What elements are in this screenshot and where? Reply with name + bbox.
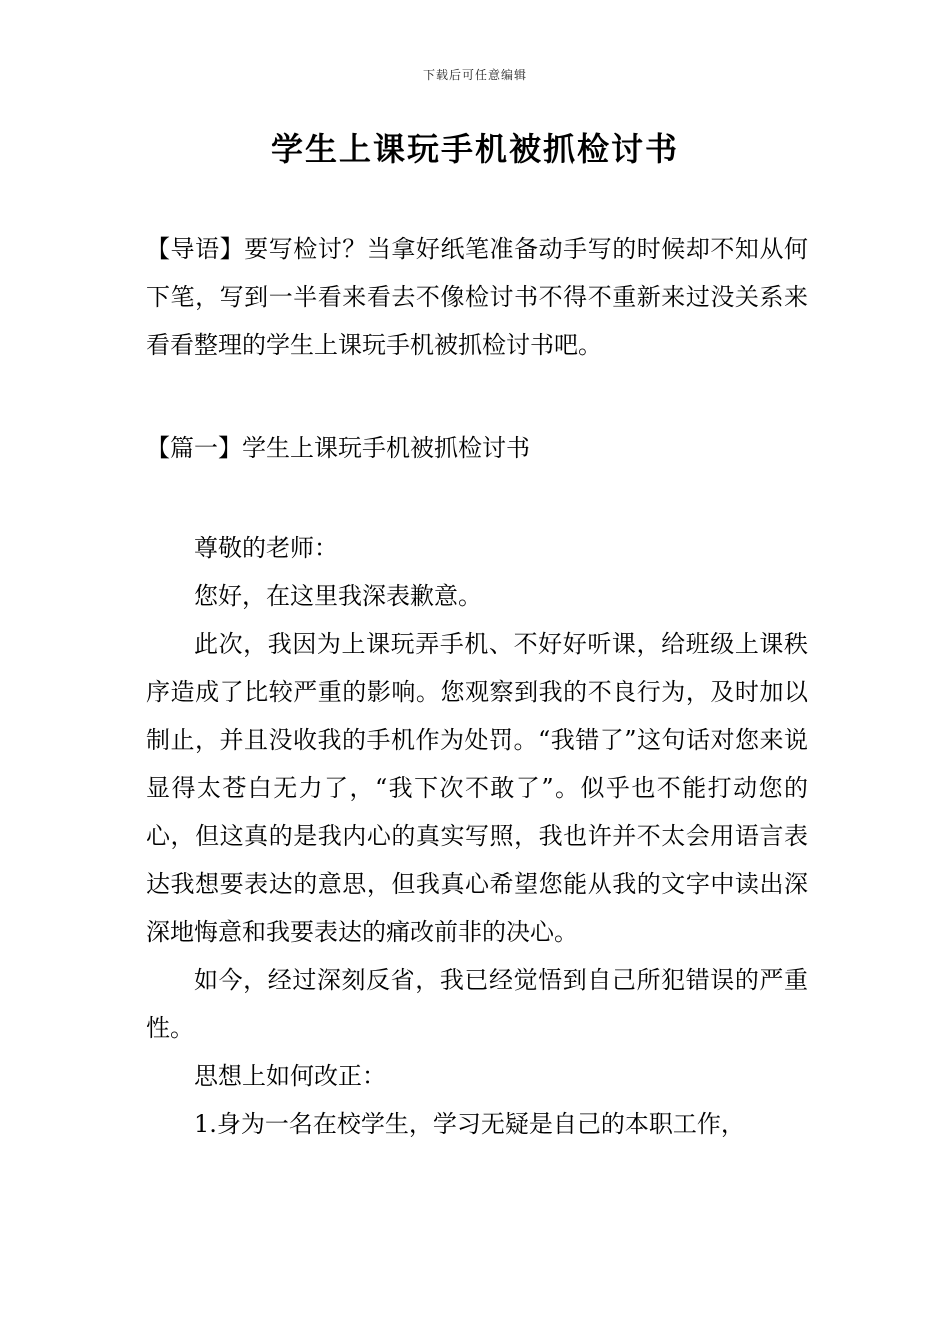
salutation: 尊敬的老师： — [194, 534, 338, 562]
list-item: 1.身为一名在校学生，学习无疑是自己的本职工作， — [194, 1110, 745, 1138]
intro-paragraph: 【导语】要写检讨？当拿好纸笔准备动手写的时候却不知从何下笔，写到一半看来看去不像检讨书不得不重新来过没关系来看看整理的学生上课玩手机被抓检讨书吧。 — [146, 235, 808, 359]
header-note: 下载后可任意编辑 — [422, 68, 527, 82]
section-heading: 【篇一】学生上课玩手机被抓检讨书 — [146, 434, 530, 462]
body-paragraph: 如今，经过深刻反省，我已经觉悟到自己所犯错误的严重性。 — [146, 966, 808, 1042]
letter-body — [146, 524, 808, 1148]
body-paragraph: 此次，我因为上课玩弄手机、不好好听课，给班级上课秩序造成了比较严重的影响。您观察到我的不良行为，及时加以制止，并且没收我的手机作为处罚。“我错了”这句话对您来说显得太苍白无力了，“我下次不敢了”。似乎也不能打动您的心，但这真的是我内心的真实写照，我也许并不太会用语言表达我想要表达的意思，但我真心希望您能从我的文字中读出深深地悔意和我要表达的痛改前非的决心。 — [146, 630, 808, 946]
page-title: 学生上课玩手机被抓检讨书 — [270, 130, 679, 168]
greeting-paragraph: 您好，在这里我深表歉意。 — [194, 582, 482, 610]
subheading-paragraph: 思想上如何改正： — [194, 1062, 386, 1090]
